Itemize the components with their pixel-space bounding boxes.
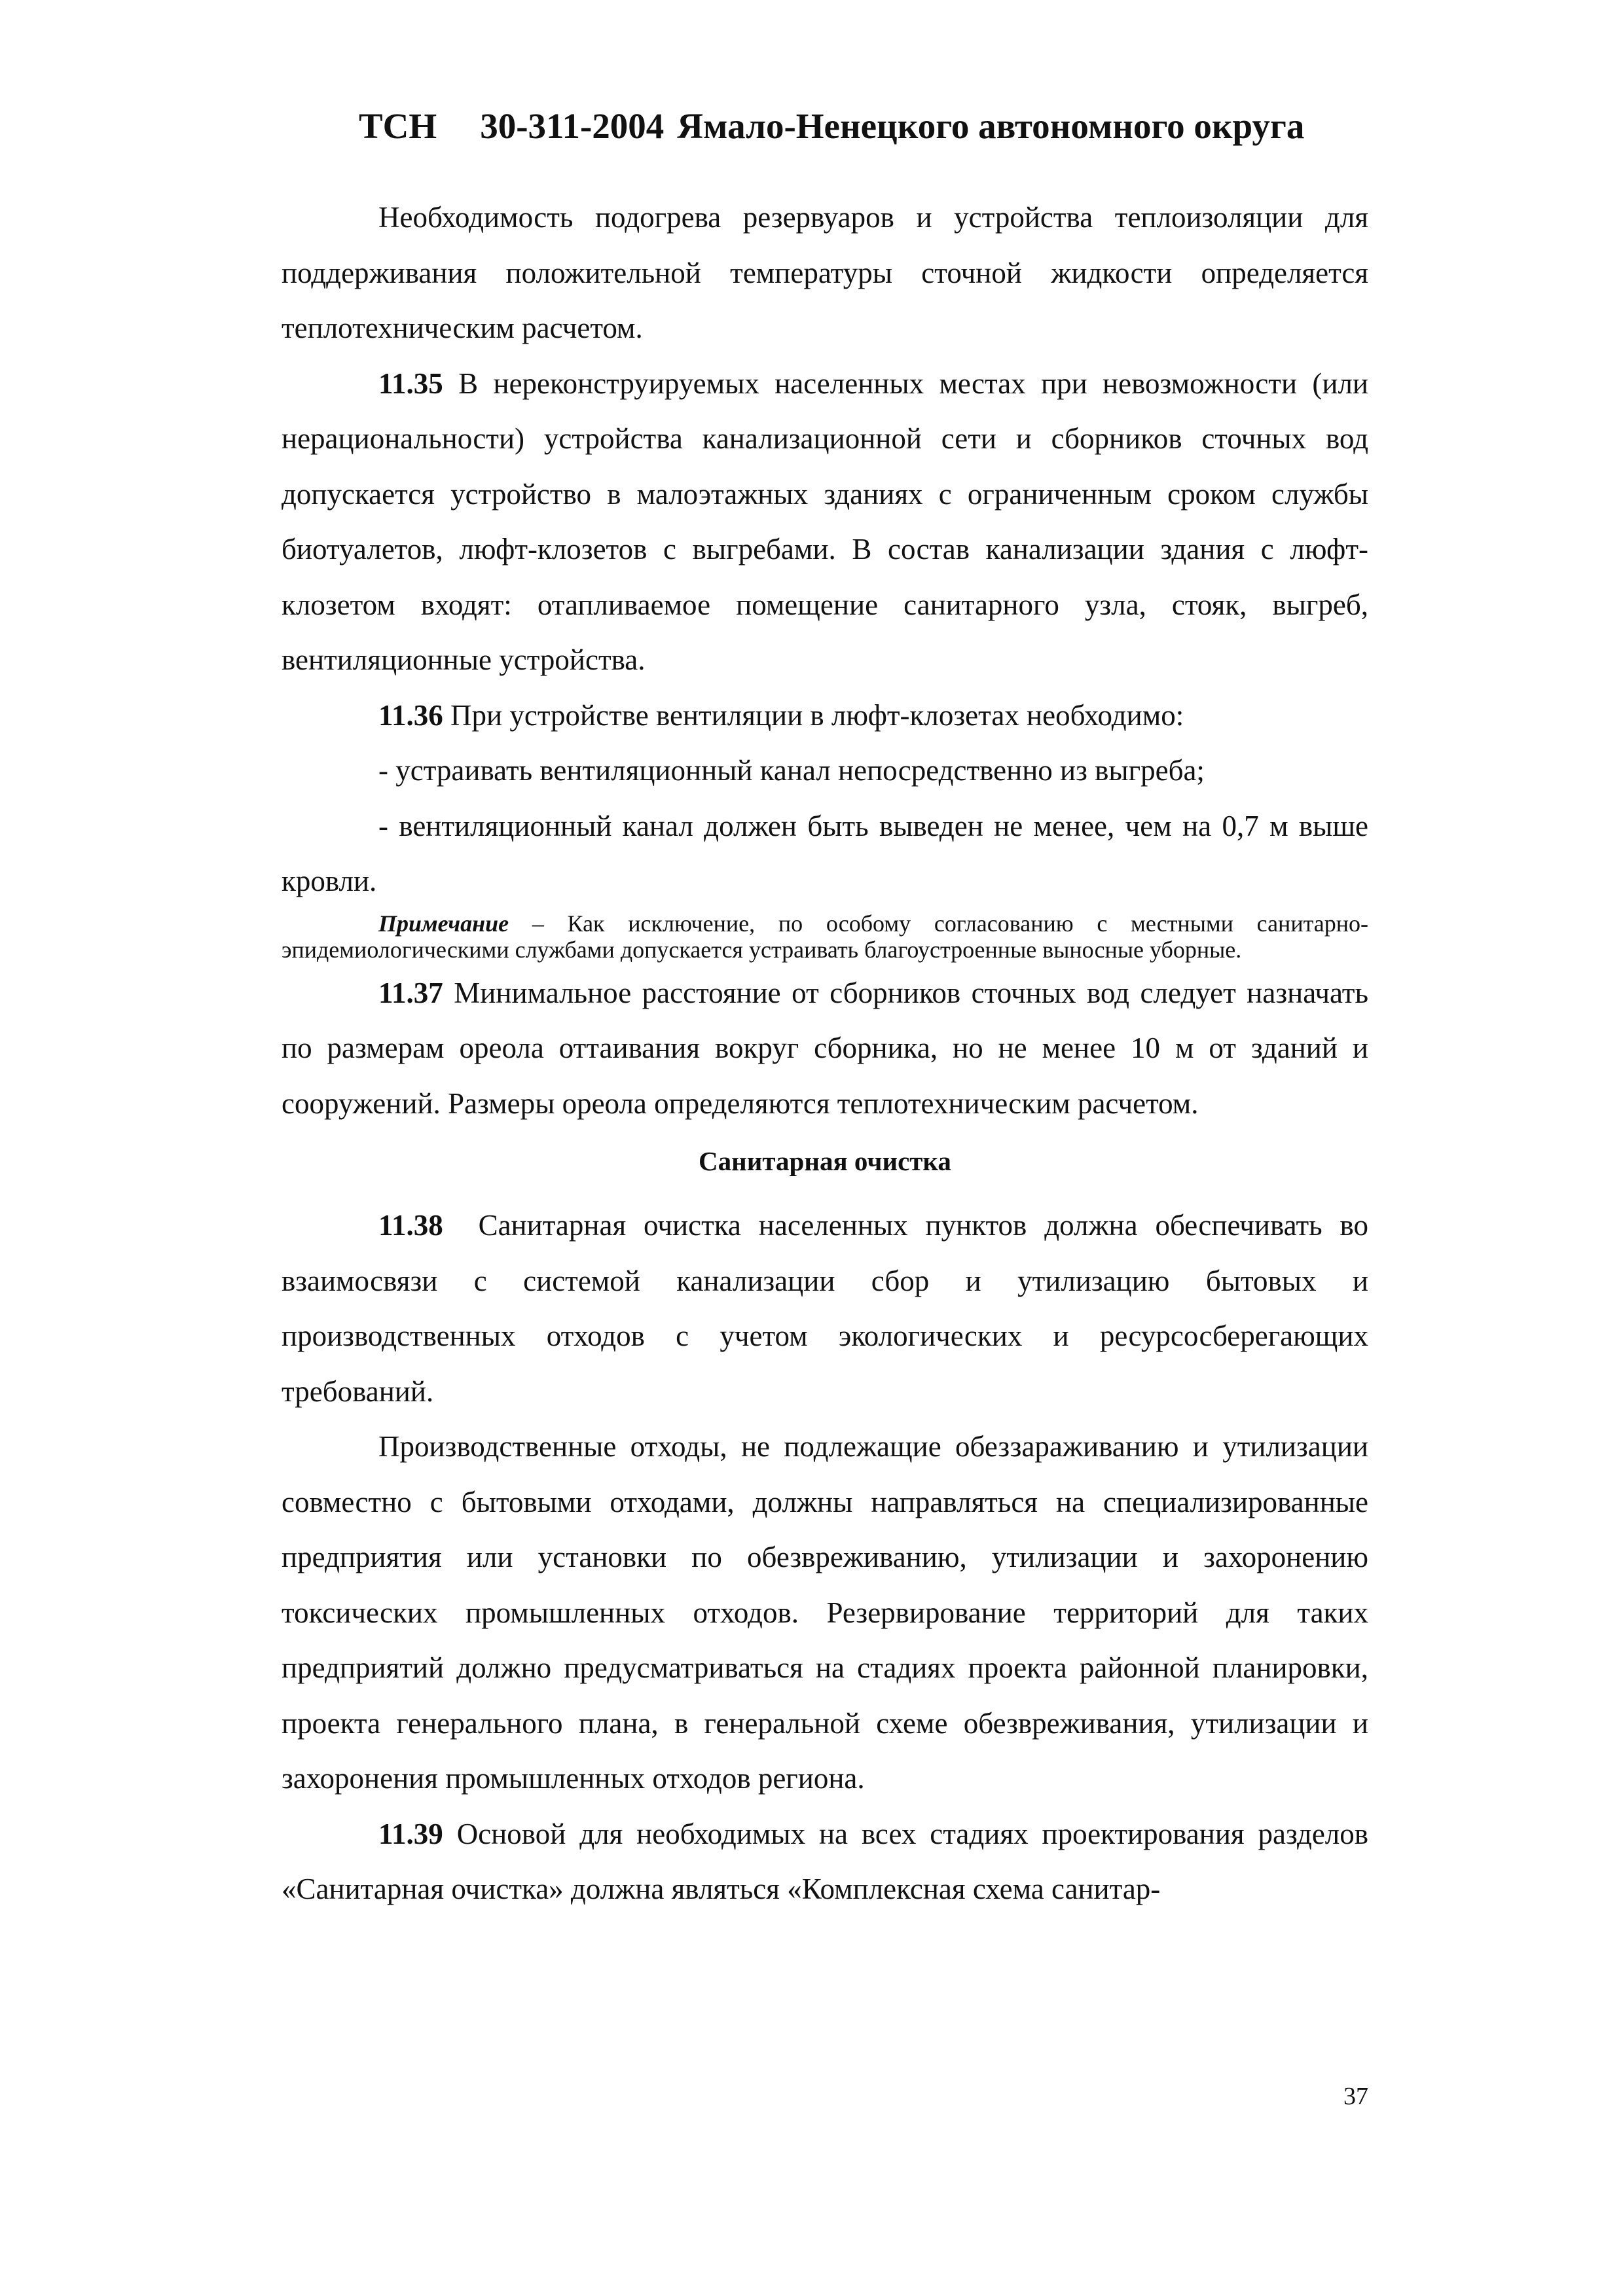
paragraph-text: Необходимость подогрева резервуаров и устройства теплоизоляции для поддерживания положительной температуры сточной жидкости определяется теплотехническим расчетом.: [282, 201, 1368, 344]
clause-number: 11.38: [378, 1209, 443, 1242]
list-item-text: - вентиляционный канал должен быть выведен не менее, чем на 0,7 м выше кровли.: [282, 809, 1368, 897]
note-label: Примечание: [378, 910, 509, 937]
clause-text: В нереконструируемых населенных местах при невозможности (или нерациональности) устройства канализационной сети и сборников сточных вод допускается устройство в малоэтажных зданиях с ограниченным сроком службы биотуалетов, люфт-клозетов с выгребами. В состав канализации здания с люфт-клозетом входят: отапливаемое помещение санитарного узла, стояк, выгреб, вентиляционные устройства.: [282, 367, 1369, 676]
paragraph-industrial-waste: [282, 1419, 1368, 1806]
clause-text: Основой для необходимых на всех стадиях проектирования разделов «Санитарная очистка» должна являться «Комплексная схема санитар-: [282, 1817, 1369, 1905]
note-text: – Как исключение, по особому согласованию с местными санитарно-эпидемиологическими службами допускается устраивать благоустроенные выносные уборные.: [282, 910, 1368, 963]
clause-text: Минимальное расстояние от сборников сточных вод следует назначать по размерам ореола оттаивания вокруг сборника, но не менее 10 м от зданий и сооружений. Размеры ореола определяются теплотехническим расчетом.: [282, 976, 1368, 1120]
clause-11-38: [282, 1198, 1368, 1419]
clause-number: 11.37: [378, 976, 443, 1009]
clause-11-39: [282, 1806, 1368, 1917]
clause-number: 11.39: [378, 1817, 443, 1850]
list-item: [282, 798, 1368, 909]
clause-number: 11.36: [378, 698, 443, 732]
list-item: [282, 743, 1368, 798]
clause-text: Санитарная очистка населенных пунктов должна обеспечивать во взаимосвязи с системой канализации сбор и утилизацию бытовых и производственных отходов с учетом экологических и ресурсосберегающих требований.: [282, 1209, 1368, 1408]
list-item-text: - устраивать вентиляционный канал непосредственно из выгреба;: [378, 754, 1205, 787]
clause-11-37: [282, 965, 1368, 1132]
paragraph-heating: [282, 190, 1368, 356]
note: [282, 910, 1368, 963]
clause-11-35: [282, 356, 1368, 688]
paragraph-text: Производственные отходы, не подлежащие обеззараживанию и утилизации совместно с бытовыми отходами, должны направляться на специализированные предприятия или установки по обезвреживанию, утилизации и захоронению токсических промышленных отходов. Резервирование территорий для таких предприятий должно предусматриваться на стадиях проекта районной планировки, проекта генерального плана, в генеральной схеме обезвреживания, утилизации и захоронения промышленных отходов региона.: [282, 1430, 1368, 1795]
header-doc-code: 30-311-2004: [480, 106, 665, 146]
header-doc-title: Ямало-Ненецкого автономного округа: [677, 106, 1305, 146]
page-number: 37: [1343, 2083, 1368, 2110]
clause-11-36: [282, 688, 1368, 744]
header-doc-type: ТСН: [359, 106, 437, 146]
clause-text: При устройстве вентиляции в люфт-клозетах необходимо:: [450, 698, 1184, 732]
clause-number: 11.35: [378, 367, 443, 400]
section-title: Санитарная очистка: [699, 1146, 951, 1176]
document-body: [282, 190, 1368, 1917]
page-header: [359, 103, 1367, 149]
